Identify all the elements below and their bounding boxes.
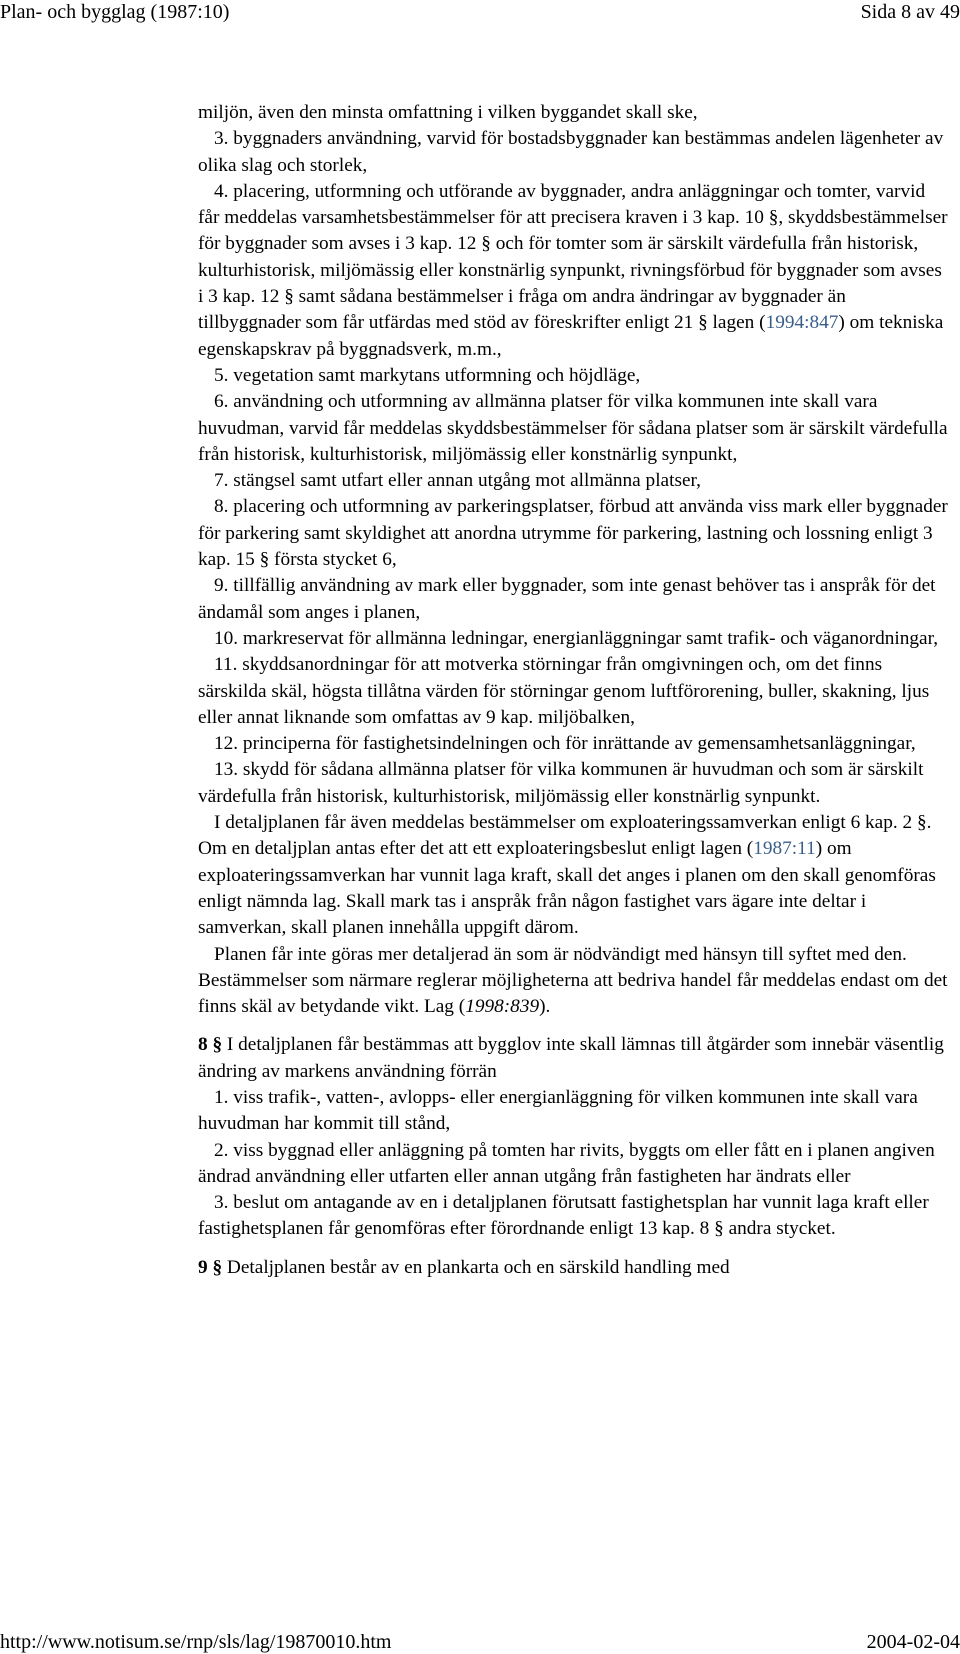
section-9-number: 9 § (198, 1256, 223, 1278)
page-number: Sida 8 av 49 (860, 1, 960, 23)
law-link-1987-11[interactable]: 1987:11 (753, 838, 816, 860)
print-date: 2004-02-04 (866, 1631, 960, 1653)
list-item-12: 12. principerna för fastighetsindelningen och för inrättande av gemensamhetsanläggningar, (214, 733, 916, 755)
list-item-9: 9. tillfällig användning av mark eller byggnader, som inte genast behöver tas i anspråk för det ändamål som anges i planen, (198, 575, 936, 623)
plan-text-end: ). (539, 996, 551, 1018)
section-8-number: 8 § (198, 1034, 223, 1056)
section-9-text: Detaljplanen består av en plankarta och en särskild handling med (222, 1256, 730, 1278)
law-reference: 1998:839 (465, 996, 540, 1018)
list-item-3: 3. byggnaders användning, varvid för bostadsbyggnader kan bestämmas andelen lägenheter av olika slag och storlek, (198, 128, 944, 176)
list-item-7: 7. stängsel samt utfart eller annan utgång mot allmänna platser, (214, 470, 702, 492)
list-item-10: 10. markreservat för allmänna ledningar, energianläggningar samt trafik- och väganordningar, (214, 627, 939, 649)
law-link-1994-847[interactable]: 1994:847 (765, 312, 839, 334)
section-8-item-2: 2. viss byggnad eller anläggning på tomten har rivits, byggts om eller fått en i planen angiven ändrad användning eller utfarten eller annan utgång från fastigheten har ändrats eller (198, 1139, 935, 1187)
list-item-11: 11. skyddsanordningar för att motverka störningar från omgivningen och, om det finns särskilda skäl, högsta tillåtna värden för störningar genom luftförorening, buller, skakning, ljus eller annat liknande som omfattas av 9 kap. miljöbalken, (198, 654, 930, 728)
exploitation-text: I detaljplanen får även meddelas bestämmelser om exploateringssamverkan enligt 6 kap. 2 §. Om en detaljplan antas efter det att ett exploateringsbeslut enligt lagen ( (198, 812, 932, 860)
list-item-5: 5. vegetation samt markytans utformning och höjdläge, (214, 364, 641, 386)
document-body (198, 100, 950, 1281)
exploitation-paragraph (198, 810, 950, 941)
list-item-8: 8. placering och utformning av parkeringsplatser, förbud att använda viss mark eller byggnader för parkering samt skyldighet att anordna utrymme för parkering, lastning och lossning enligt 3 kap. 15 § första stycket 6, (198, 496, 948, 571)
paragraph: miljön, även den minsta omfattning i vilken byggandet skall ske, (198, 102, 698, 123)
list-item-6: 6. användning och utformning av allmänna platser för vilka kommunen inte skall vara huvudman, varvid får meddelas skyddsbestämmelser för sådana platser som är särskilt värdefulla från historisk, kulturhistorisk, miljömässig eller konstnärlig synpunkt, (198, 391, 948, 465)
plan-text: Planen får inte göras mer detaljerad än som är nödvändigt med hänsyn till syftet med den. Bestämmelser som närmare reglerar möjligheterna att bedriva handel får meddelas endast om det finns skäl av betydande vikt. Lag ( (198, 943, 948, 1018)
list-item-4-text-end: ) om tekniska egenskapskrav på byggnadsverk, m.m., (198, 312, 944, 360)
document-title: Plan- och bygglag (1987:10) (0, 1, 230, 23)
section-8 (198, 1032, 950, 1085)
exploitation-text-end: ) om exploateringssamverkan har vunnit laga kraft, skall det anges i planen om den skall genomföras enligt nämnda lag. Skall mark tas i anspråk från någon fastighet vars ägare inte deltar i samverkan, skall planen innehålla uppgift därom. (198, 838, 936, 939)
section-8-item-3: 3. beslut om antagande av en i detaljplanen förutsatt fastighetsplan har vunnit laga kraft eller fastighetsplanen får genomföras efter förordnande enligt 13 kap. 8 § andra stycket. (198, 1192, 929, 1240)
list-item-13: 13. skydd för sådana allmänna platser för vilka kommunen är huvudman och som är särskilt värdefulla från historisk, kulturhistorisk, miljömässig eller konstnärlig synpunkt. (198, 759, 924, 807)
list-item-4-text: 4. placering, utformning och utförande av byggnader, andra anläggningar och tomter, varvid får meddelas varsamhetsbestämmelser för att precisera kraven i 3 kap. 10 §, skyddsbestämmelser för byggnader som avses i 3 kap. 12 § och för tomter som är särskilt värdefulla från historisk, kulturhistorisk, miljömässig eller konstnärlig synpunkt, rivningsförbud för byggnader som avses i 3 kap. 12 § samt sådana bestämmelser i fråga om andra ändringar av byggnader än tillbyggnader som får utfärdas med stöd av föreskrifter enligt 21 § lagen ( (198, 180, 948, 334)
page-header (0, 0, 960, 24)
plan-paragraph (198, 942, 950, 1021)
source-url[interactable]: http://www.notisum.se/rnp/sls/lag/19870010.htm (0, 1631, 392, 1653)
list-item-4 (198, 179, 950, 363)
section-8-item-1: 1. viss trafik-, vatten-, avlopps- eller energianläggning för vilken kommunen inte skall vara huvudman har kommit till stånd, (198, 1086, 918, 1135)
page-footer (0, 1630, 960, 1654)
section-9 (198, 1255, 950, 1281)
section-8-text: I detaljplanen får bestämmas att bygglov inte skall lämnas till åtgärder som innebär väsentlig ändring av markens användning förrän (198, 1034, 944, 1082)
